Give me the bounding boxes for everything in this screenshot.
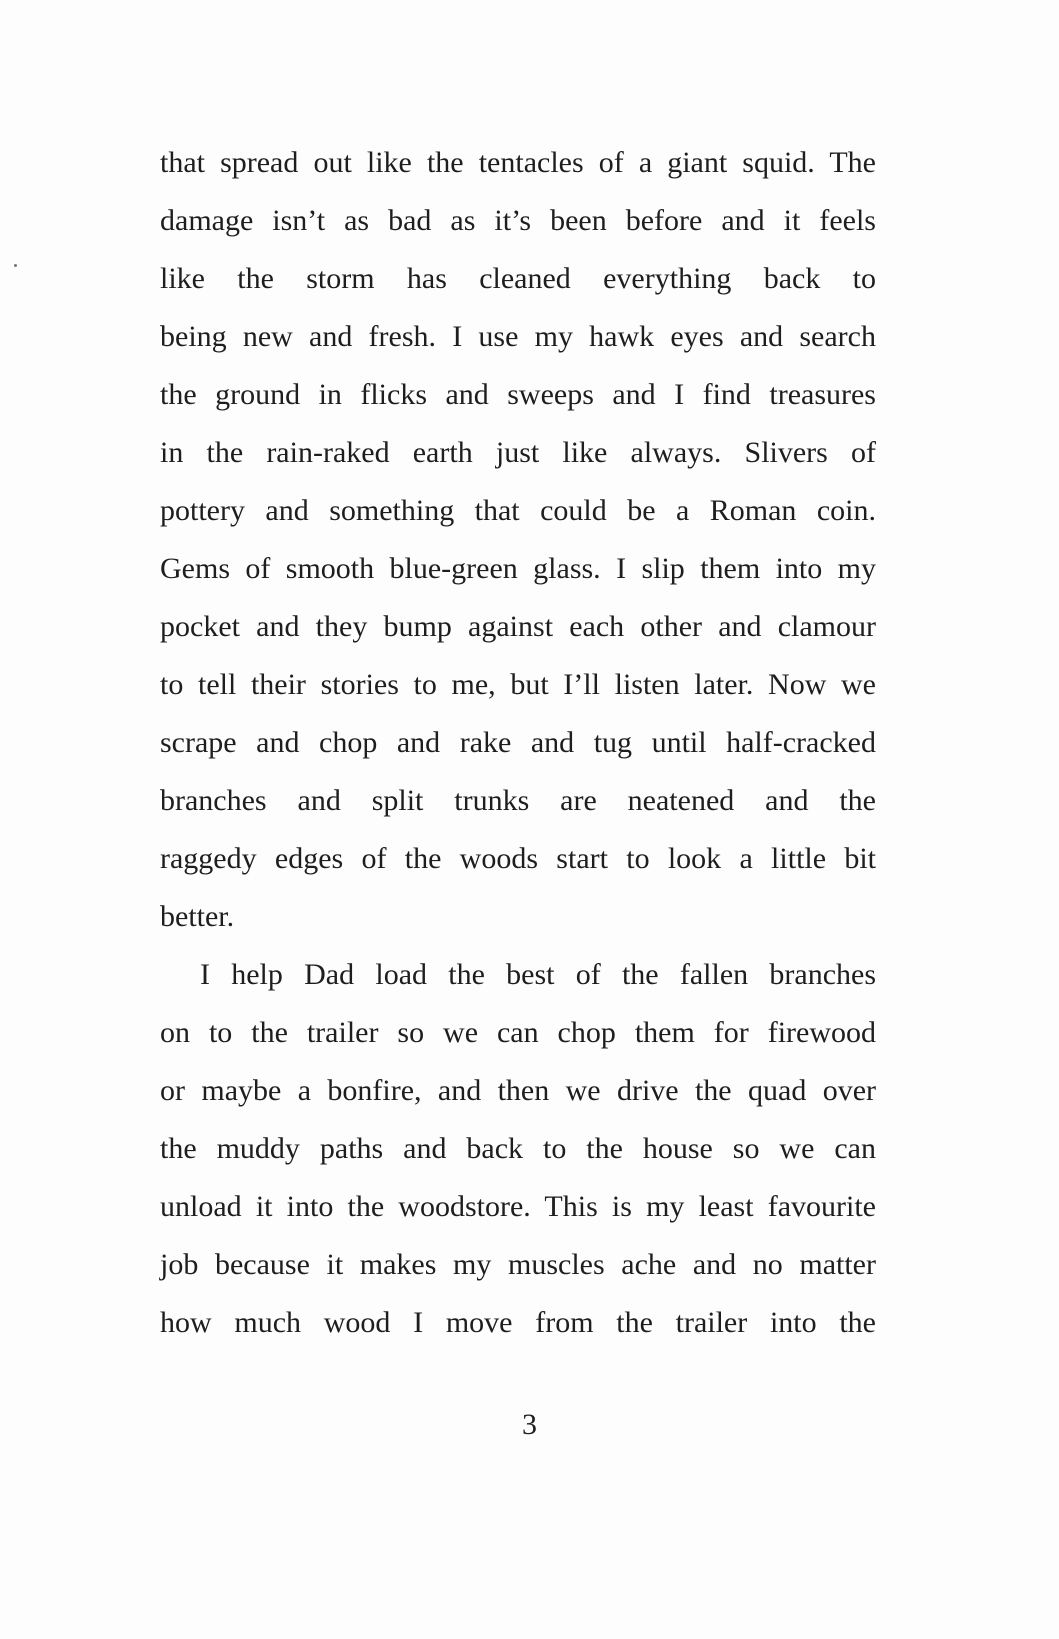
text-line: Gems of smooth blue-green glass. I slip them into my <box>160 552 876 585</box>
page-number: 3 <box>522 1408 537 1441</box>
text-line: that spread out like the tentacles of a giant squid. The <box>160 146 876 179</box>
text-line: like the storm has cleaned everything back to <box>160 262 876 295</box>
text-line: damage isn’t as bad as it’s been before and it feels <box>160 204 876 237</box>
text-line: on to the trailer so we can chop them for firewood <box>160 1016 876 1049</box>
text-line: or maybe a bonfire, and then we drive the quad over <box>160 1074 876 1107</box>
text-line: how much wood I move from the trailer into the <box>160 1306 876 1339</box>
text-line: in the rain-raked earth just like always. Slivers of <box>160 436 876 469</box>
text-line: better. <box>160 900 235 933</box>
text-line: unload it into the woodstore. This is my least favourite <box>160 1190 876 1223</box>
scan-speck <box>14 264 17 267</box>
text-line: pocket and they bump against each other and clamour <box>160 610 876 643</box>
text-line: pottery and something that could be a Roman coin. <box>160 494 876 527</box>
text-line: to tell their stories to me, but I’ll listen later. Now we <box>160 668 876 701</box>
text-line: job because it makes my muscles ache and no matter <box>160 1248 876 1281</box>
text-line: branches and split trunks are neatened and the <box>160 784 876 817</box>
text-line: scrape and chop and rake and tug until half-cracked <box>160 726 876 759</box>
text-line: the muddy paths and back to the house so we can <box>160 1132 876 1165</box>
text-line: the ground in flicks and sweeps and I find treasures <box>160 378 876 411</box>
text-line: raggedy edges of the woods start to look a little bit <box>160 842 876 875</box>
body-text <box>160 140 876 1358</box>
text-line: I help Dad load the best of the fallen branches <box>200 958 876 991</box>
text-line: being new and fresh. I use my hawk eyes and search <box>160 320 876 353</box>
